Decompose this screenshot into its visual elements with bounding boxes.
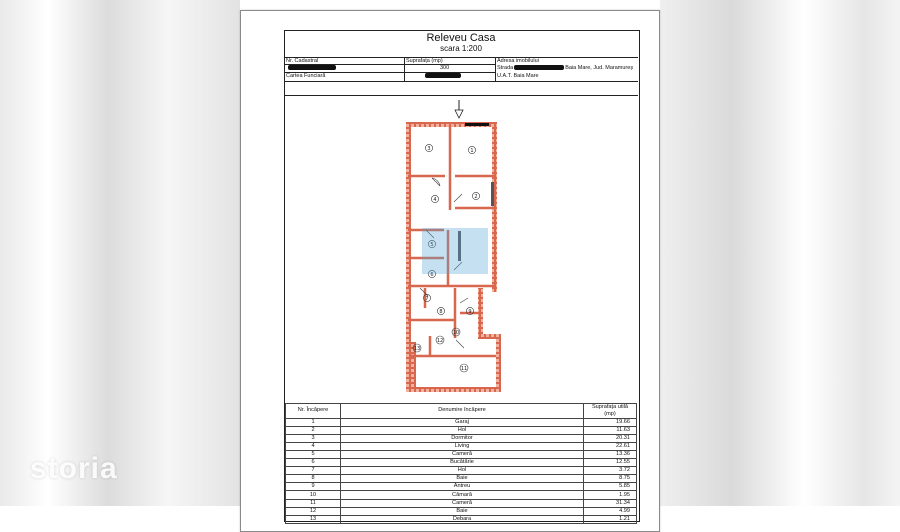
room-area: 1.21: [584, 515, 637, 523]
table-row: [286, 467, 637, 475]
room-number-11: [460, 364, 468, 372]
room-number-9: [466, 307, 473, 314]
room-name: Bucătărie: [341, 459, 584, 467]
svg-text:8: 8: [439, 308, 443, 315]
table-row: [286, 475, 637, 483]
room-name: Baie: [341, 475, 584, 483]
nr-cadastral-label: Nr. Cadastral: [286, 58, 319, 64]
document-title: Releveu Casa: [426, 32, 496, 44]
room-name: Living: [341, 442, 584, 450]
svg-text:9: 9: [468, 308, 472, 315]
table-row: [286, 426, 637, 434]
image-watermark-overlay: [422, 228, 488, 274]
header-suprafata: Suprafața utilă (mp): [584, 404, 637, 419]
room-nr: 4: [286, 442, 341, 450]
room-nr: 8: [286, 475, 341, 483]
room-nr: 6: [286, 459, 341, 467]
room-number-3: [425, 144, 432, 151]
suprafata-value: 300: [440, 65, 450, 71]
room-name: Debara: [341, 515, 584, 523]
room-number-2: [472, 192, 479, 199]
room-area: 31.34: [584, 499, 637, 507]
window-mark: [491, 182, 494, 206]
room-nr: 11: [286, 499, 341, 507]
table-row: [286, 483, 637, 491]
table-row: [286, 418, 637, 426]
room-number-8: [437, 307, 444, 314]
table-row: [286, 515, 637, 523]
room-area: 5.85: [584, 483, 637, 491]
room-area: 11.63: [584, 426, 637, 434]
room-nr: 9: [286, 483, 341, 491]
table-row: [286, 491, 637, 499]
header-denumire: Denumire încăpere: [341, 404, 584, 419]
room-area: 4.99: [584, 507, 637, 515]
strada-line: [497, 65, 633, 71]
room-area: 3.72: [584, 467, 637, 475]
room-area: 8.75: [584, 475, 637, 483]
room-area: 12.55: [584, 459, 637, 467]
table-row: [286, 442, 637, 450]
room-area: 19.66: [584, 418, 637, 426]
room-name: Garaj: [341, 418, 584, 426]
table-row: [286, 459, 637, 467]
svg-text:5: 5: [430, 241, 434, 248]
room-number-4: [431, 195, 438, 202]
window-mark: [465, 123, 489, 126]
svg-text:3: 3: [427, 145, 431, 152]
nr-cadastral-value: [288, 65, 336, 71]
room-name: Antreu: [341, 483, 584, 491]
room-nr: 7: [286, 467, 341, 475]
header-divider: [284, 81, 638, 82]
room-area: 20.31: [584, 434, 637, 442]
room-name: Hol: [341, 467, 584, 475]
watermark: storia: [30, 452, 118, 485]
suprafata-label: Suprafața (mp): [406, 58, 443, 64]
room-nr: 13: [286, 515, 341, 523]
header-divider: [284, 57, 638, 58]
table-row: [286, 450, 637, 458]
room-nr: 3: [286, 434, 341, 442]
room-number-10: [452, 328, 460, 336]
room-number-1: [468, 146, 475, 153]
room-nr: 1: [286, 418, 341, 426]
north-arrow-icon: [455, 100, 463, 118]
table-header-row: [286, 404, 637, 419]
background-blur-left: [0, 0, 240, 506]
document-scale: scara 1:200: [440, 44, 482, 53]
floor-plan: [400, 98, 510, 393]
svg-text:12: 12: [436, 337, 444, 344]
svg-text:10: 10: [452, 329, 460, 336]
room-number-7: [423, 294, 430, 301]
svg-text:6: 6: [430, 271, 434, 278]
strada-prefix: Strada: [497, 65, 514, 71]
room-name: Cameră: [341, 499, 584, 507]
strada-suffix: Baia Mare, Jud. Maramureș: [565, 65, 634, 71]
room-nr: 5: [286, 450, 341, 458]
header-divider: [404, 57, 405, 81]
redacted-mark: [425, 73, 461, 78]
header-divider: [284, 95, 638, 96]
room-area: 13.36: [584, 450, 637, 458]
adresa-label: Adresa imobilului: [497, 58, 539, 64]
room-nr: 2: [286, 426, 341, 434]
svg-text:13: 13: [413, 345, 421, 352]
room-name: Baie: [341, 507, 584, 515]
room-area: 1.95: [584, 491, 637, 499]
svg-text:1: 1: [470, 147, 474, 154]
redacted-mark: [288, 65, 336, 70]
svg-text:2: 2: [474, 193, 478, 200]
room-number-13: [413, 344, 421, 352]
room-name: Cămară: [341, 491, 584, 499]
room-name: Cameră: [341, 450, 584, 458]
room-name: Hol: [341, 426, 584, 434]
table-row: [286, 434, 637, 442]
room-nr: 10: [286, 491, 341, 499]
svg-text:11: 11: [460, 365, 468, 372]
carte-funciara-value: [425, 73, 461, 79]
svg-text:4: 4: [433, 196, 437, 203]
carte-funciara-label: Cartea Funciară: [286, 73, 326, 79]
room-name: Dormitor: [341, 434, 584, 442]
redacted-mark: [514, 65, 564, 70]
uat-label: U.A.T. Baia Mare: [497, 73, 539, 79]
table-row: [286, 507, 637, 515]
room-number-12: [436, 336, 444, 344]
room-nr: 12: [286, 507, 341, 515]
svg-text:7: 7: [425, 295, 429, 302]
background-blur-right: [660, 0, 900, 506]
header-divider: [495, 57, 496, 81]
header-nr: Nr. Încăpere: [286, 404, 341, 419]
room-area: 22.61: [584, 442, 637, 450]
